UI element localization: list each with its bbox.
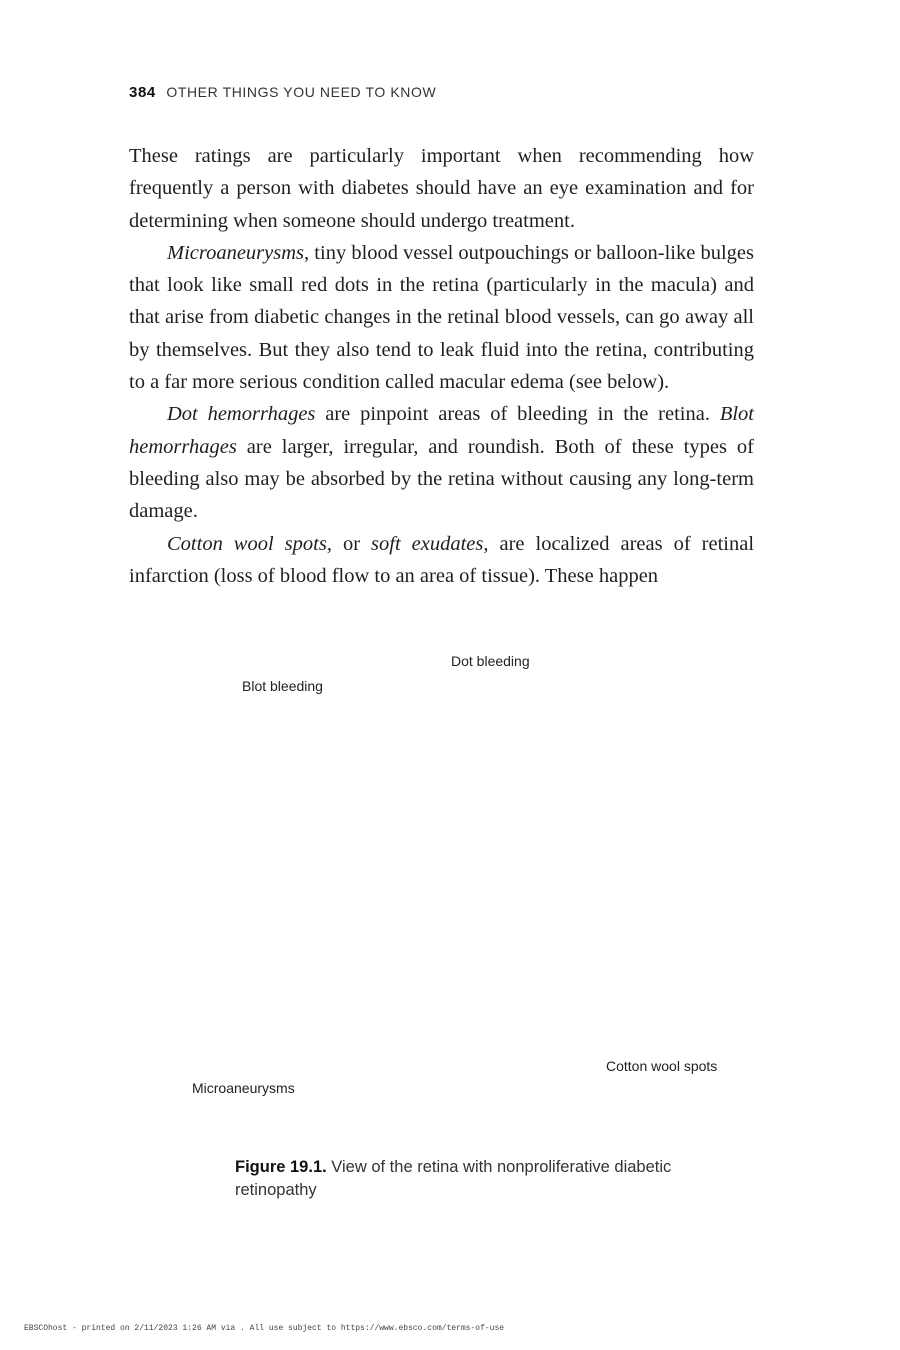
paragraph-4-text-a: , or	[326, 532, 372, 555]
paragraph-2	[129, 237, 754, 398]
paragraph-3-text-a: are pinpoint areas of bleeding in the retina.	[315, 403, 720, 426]
running-head	[129, 84, 436, 101]
body-text	[129, 140, 754, 592]
paragraph-2-text: , tiny blood vessel outpouchings or balloon-like bulges that look like small red dots in the retina (particularly in the macula) and that arise from diabetic changes in the retinal blood vessels, can go away all by themselves. But they also tend to leak fluid into the retina, contributing to a far more serious condition called macular edema (see below).	[129, 241, 754, 394]
label-microaneurysms: Microaneurysms	[192, 1080, 295, 1096]
term-microaneurysms: Microaneurysms	[167, 241, 305, 264]
label-cotton-wool-spots: Cotton wool spots	[606, 1058, 718, 1074]
figure-caption	[235, 1156, 675, 1202]
running-title: OTHER THINGS YOU NEED TO KNOW	[166, 84, 437, 100]
label-dot-bleeding: Dot bleeding	[451, 653, 530, 669]
page-number: 384	[129, 84, 156, 101]
paragraph-4	[129, 528, 754, 593]
footer-notice: EBSCOhost - printed on 2/11/2023 1:26 AM via . All use subject to https://www.ebsco.com/terms-of-use	[24, 1324, 505, 1333]
term-cotton-wool-spots: Cotton wool spots	[167, 532, 327, 555]
term-soft-exudates: soft exudates	[371, 532, 484, 555]
term-blot-hemorrhages: Blot hemorrhages	[129, 403, 754, 458]
paragraph-4-text-b: , are localized areas of retinal infarction (loss of blood flow to an area of tissue). These happen	[129, 532, 755, 587]
retina-figure	[129, 640, 754, 1120]
figure-number: Figure 19.1.	[235, 1158, 327, 1176]
paragraph-1: These ratings are particularly important when recommending how frequently a person with diabetes should have an eye examination and for determining when someone should undergo treatment.	[129, 145, 754, 232]
paragraph-3	[129, 398, 754, 527]
term-dot-hemorrhages: Dot hemorrhages	[167, 403, 316, 426]
label-blot-bleeding: Blot bleeding	[242, 678, 323, 694]
figure-caption-text: View of the retina with nonproliferative diabetic retinopathy	[235, 1158, 672, 1199]
paragraph-3-text-b: are larger, irregular, and roundish. Both of these types of bleeding also may be absorbed by the retina without causing any long-term damage.	[129, 435, 754, 523]
